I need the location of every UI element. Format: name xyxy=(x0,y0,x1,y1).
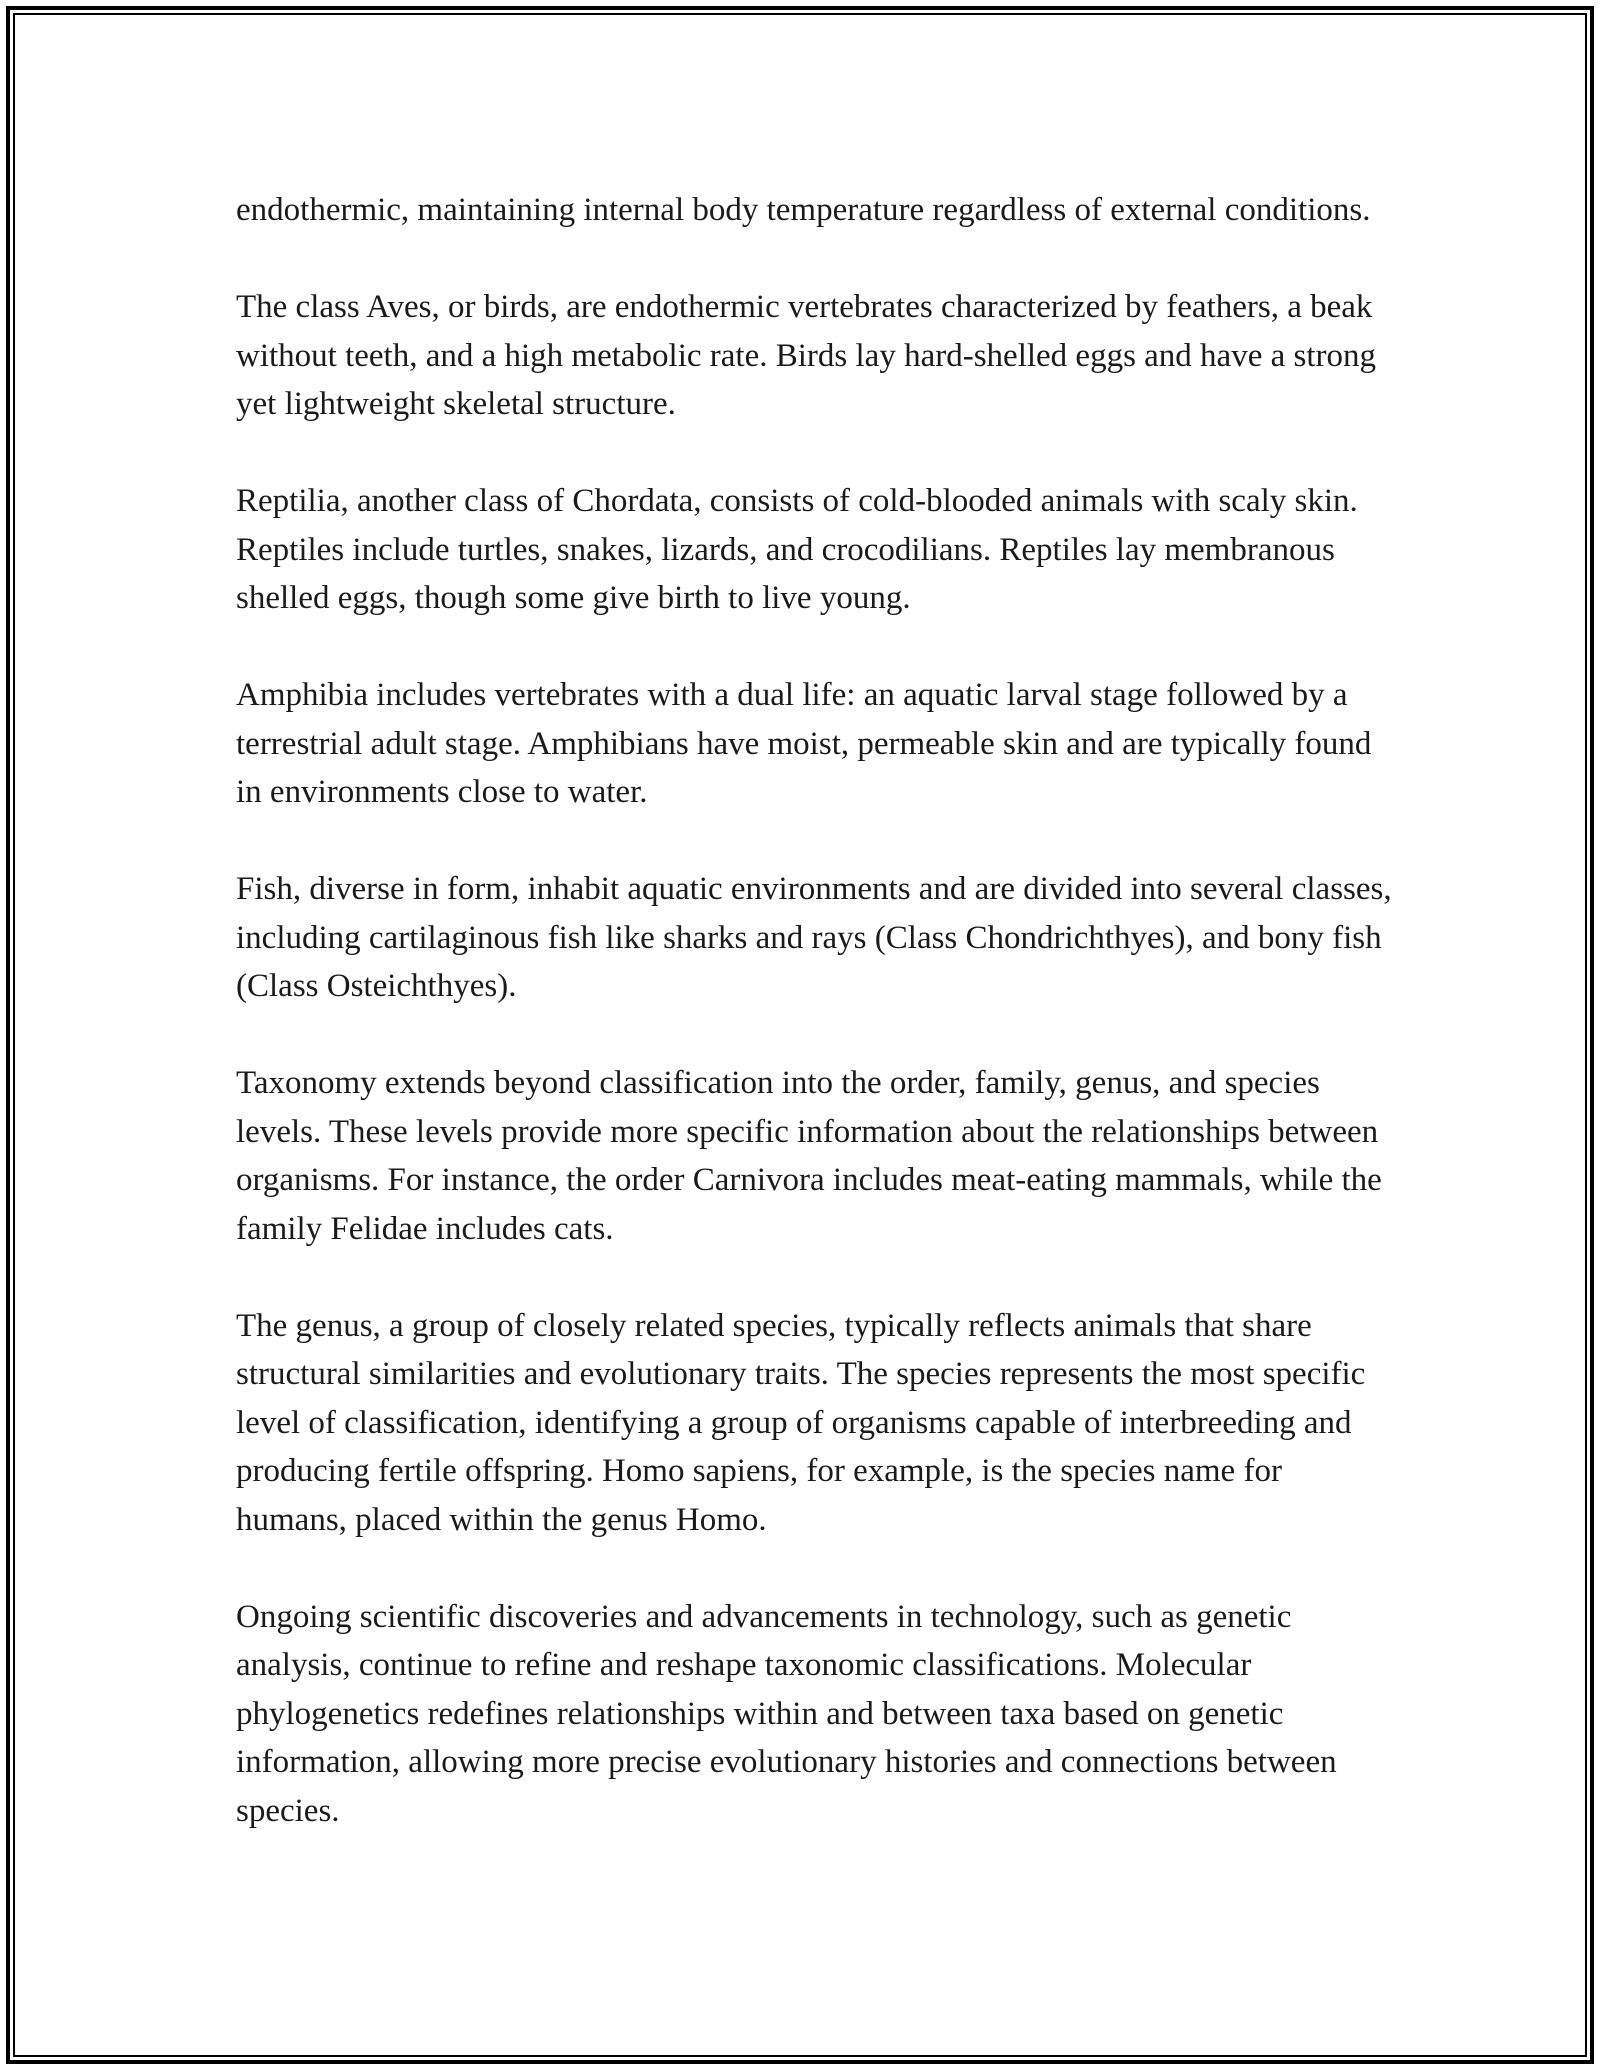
paragraph-fish: Fish, diverse in form, inhabit aquatic environments and are divided into several classes, including cartilaginous fish like sharks and rays (Class Chondrichthyes), and bony fish (Class Osteichthyes). xyxy=(236,871,1392,1004)
paragraph-endothermic: endothermic, maintaining internal body temperature regardless of external conditions. xyxy=(236,192,1371,228)
paragraph-scientific-discoveries: Ongoing scientific discoveries and advancements in technology, such as genetic analysis, continue to refine and reshape taxonomic classifications. Molecular phylogenetics redefines relationships within and between taxa based on genetic information, allowing more precise evolutionary histories and connections between species. xyxy=(236,1598,1337,1829)
document-body xyxy=(236,186,1396,1884)
paragraph-reptilia: Reptilia, another class of Chordata, consists of cold-blooded animals with scaly skin. Reptiles include turtles, snakes, lizards, and crocodilians. Reptiles lay membranous shelled eggs, though some give birth to live young. xyxy=(236,483,1358,616)
paragraph-genus-species: The genus, a group of closely related species, typically reflects animals that share structural similarities and evolutionary traits. The species represents the most specific level of classification, identifying a group of organisms capable of interbreeding and producing fertile offspring. Homo sapiens, for example, is the species name for humans, placed within the genus Homo. xyxy=(236,1307,1366,1538)
paragraph-aves: The class Aves, or birds, are endothermic vertebrates characterized by feathers, a beak without teeth, and a high metabolic rate. Birds lay hard-shelled eggs and have a strong yet lightweight skeletal structure. xyxy=(236,289,1376,422)
paragraph-taxonomy-levels: Taxonomy extends beyond classification into the order, family, genus, and species levels. These levels provide more specific information about the relationships between organisms. For instance, the order Carnivora includes meat-eating mammals, while the family Felidae includes cats. xyxy=(236,1065,1382,1247)
paragraph-amphibia: Amphibia includes vertebrates with a dual life: an aquatic larval stage followed by a terrestrial adult stage. Amphibians have moist, permeable skin and are typically found in environments close to water. xyxy=(236,677,1372,810)
